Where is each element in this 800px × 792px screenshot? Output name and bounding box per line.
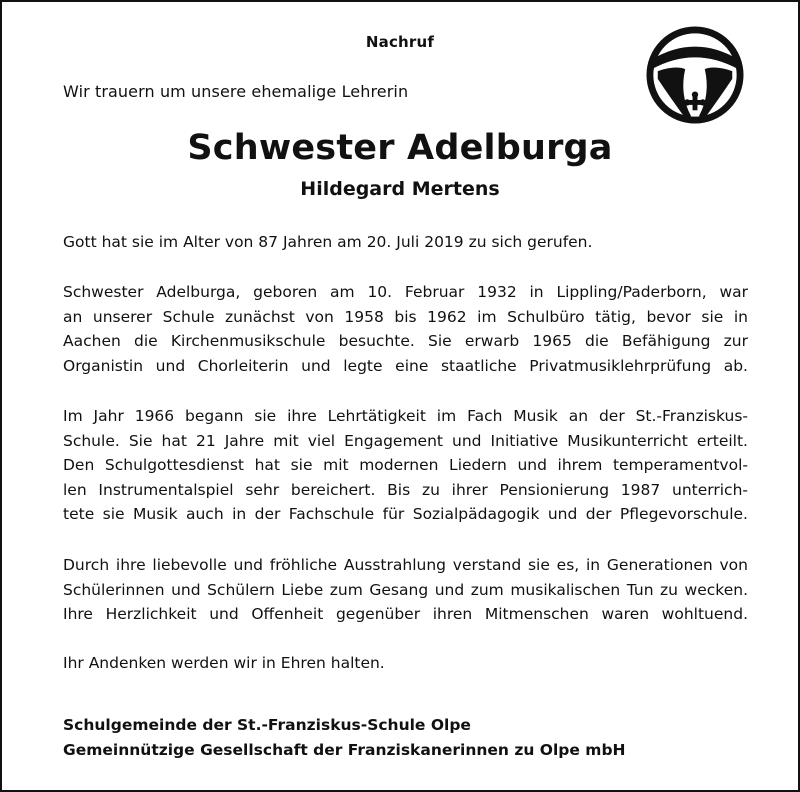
text-line: Organistin und Chorleiterin und legte eine staatliche Privatmusiklehrprüfung ab.: [63, 356, 748, 375]
text-line: Gott hat sie im Alter von 87 Jahren am 20. Juli 2019 zu sich gerufen.: [63, 233, 593, 251]
text-line: len Instrumentalspiel sehr bereichert. Bis zu ihrer Pensionierung 1987 unterrich-: [63, 480, 748, 499]
paragraph-teaching-career: [63, 404, 748, 527]
text-line: Ihr Andenken werden wir in Ehren halten.: [63, 654, 385, 672]
text-line: tete sie Musik auch in der Fachschule für Sozialpädagogik und der Pflegevorschule.: [63, 505, 748, 523]
text-line: Durch ihre liebevolle und fröhliche Ausstrahlung verstand sie es, in Generationen von: [63, 556, 748, 574]
text-line: Schülerinnen und Schülern Liebe zum Gesang und zum musikalischen Tun zu wecken.: [63, 580, 748, 599]
notice-heading: Nachruf: [365, 33, 435, 51]
signature-society: Gemeinnützige Gesellschaft der Franziskanerinnen zu Olpe mbH: [63, 741, 626, 759]
text-line: Schwester Adelburga, geboren am 10. Februar 1932 in Lippling/Paderborn, war: [63, 283, 748, 301]
paragraph-biography: [63, 280, 748, 378]
tau-cross-emblem-icon: [646, 26, 744, 124]
text-line: Schule. Sie hat 21 Jahre mit viel Engagement und Initiative Musikunterricht erteilt.: [63, 431, 748, 450]
paragraph-date-of-death: [63, 230, 748, 255]
deceased-name: Schwester Adelburga: [187, 128, 613, 168]
text-line: Im Jahr 1966 begann sie ihre Lehrtätigkeit im Fach Musik an der St.-Franziskus-: [63, 407, 748, 425]
deceased-civil-name: Hildegard Mertens: [300, 178, 500, 200]
text-line: an unserer Schule zunächst von 1958 bis 1962 im Schulbüro tätig, bevor sie in: [63, 307, 748, 326]
signature-block: [63, 713, 626, 763]
paragraph-character: [63, 553, 748, 627]
text-line: Den Schulgottesdienst hat sie mit modernen Liedern und ihrem temperamentvol-: [63, 456, 748, 474]
intro-text: Wir trauern um unsere ehemalige Lehrerin: [63, 82, 409, 101]
text-line: Aachen die Kirchenmusikschule besuchte. Sie erwarb 1965 die Befähigung zur: [63, 332, 748, 350]
paragraph-remembrance: [63, 651, 748, 676]
text-line: Ihre Herzlichkeit und Offenheit gegenüber ihren Mitmenschen waren wohltuend.: [63, 605, 748, 623]
signature-school: Schulgemeinde der St.-Franziskus-Schule Olpe: [63, 716, 471, 734]
